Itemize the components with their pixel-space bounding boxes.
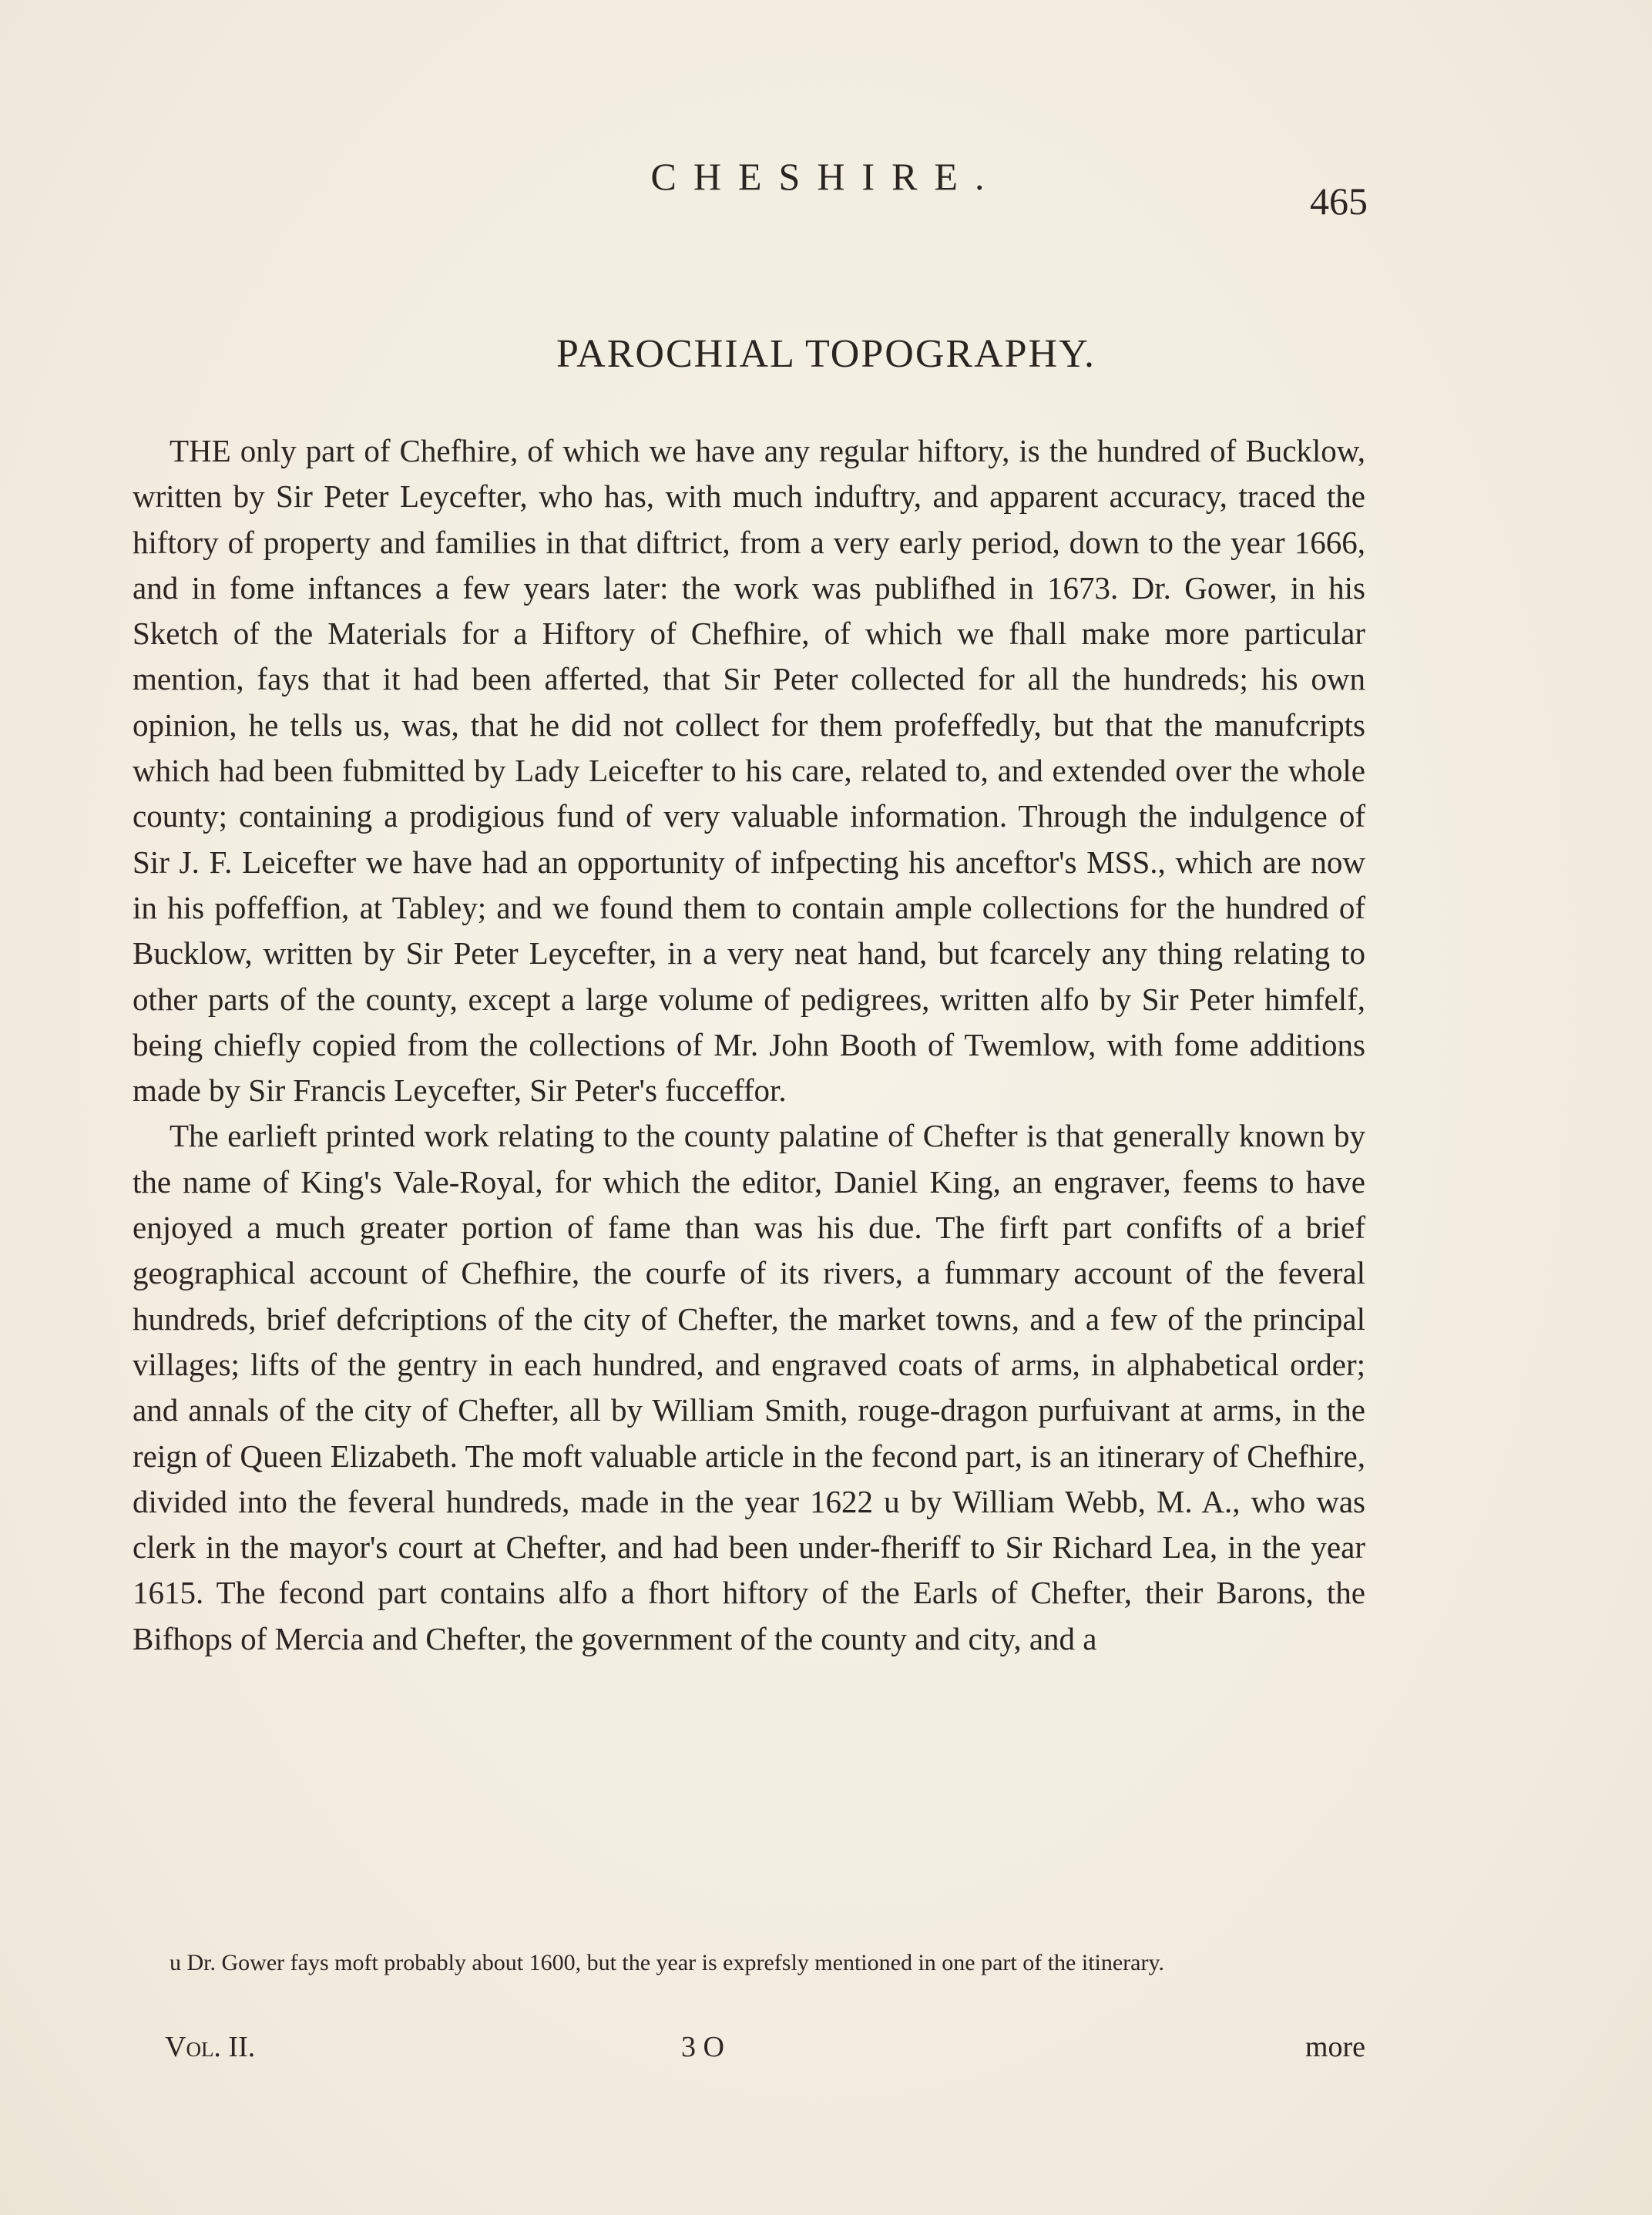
section-title: PAROCHIAL TOPOGRAPHY. [556, 332, 1096, 376]
footnote: u Dr. Gower fays moft probably about 1600, but the year is exprefsly mentioned in one part of the itinerary. [170, 1950, 1165, 1975]
page-number: 465 [1310, 180, 1368, 223]
paragraph-1: THE only part of Chefhire, of which we have any regular hiftory, is the hundred of Bucklow, written by Sir Peter Leycefter, who has, with much induftry, and apparent accuracy, traced the hiftory of property and families in that diftrict, from a very early period, down to the year 1666, and in fome inftances a few years later: the work was publifhed in 1673. Dr. Gower, in his Sketch of the Materials for a Hiftory of Chefhire, of which we fhall make more particular mention, fays that it had been afferted, that Sir Peter collected for all the hundreds; his own opinion, he tells us, was, that he did not collect for them profeffedly, but that the manufcripts which had been fubmitted by Lady Leicefter to his care, related to, and extended over the whole county; containing a prodigious fund of very valuable information. Through the indulgence of Sir J. F. Leicefter we have had an opportunity of infpecting his anceftor's MSS., which are now in his poffeffion, at Tabley; and we found them to contain ample collections for the hundred of Bucklow, written by Sir Peter Leycefter, in a very neat hand, but fcarcely any thing relating to other parts of the county, except a large volume of pedigrees, written alfo by Sir Peter himfelf, being chiefly copied from the collections of Mr. John Booth of Twemlow, with fome additions made by Sir Francis Leycefter, Sir Peter's fucceffor. [133, 433, 1365, 1109]
body-text [133, 428, 1365, 1662]
paragraph-2: The earlieft printed work relating to the county palatine of Chefter is that generally known by the name of King's Vale-Royal, for which the editor, Daniel King, an engraver, feems to have enjoyed a much greater portion of fame than was his due. The firft part confifts of a brief geographical account of Chefhire, the courfe of its rivers, a fummary account of the feveral hundreds, brief defcriptions of the city of Chefter, the market towns, and a few of the principal villages; lifts of the gentry in each hundred, and engraved coats of arms, in alphabetical order; and annals of the city of Chefter, all by William Smith, rouge-dragon purfuivant at arms, in the reign of Queen Elizabeth. The moft valuable article in the fecond part, is an itinerary of Chefhire, divided into the feveral hundreds, made in the year 1622 u by William Webb, M. A., who was clerk in the mayor's court at Chefter, and had been under-fheriff to Sir Richard Lea, in the year 1615. The fecond part contains alfo a fhort hiftory of the Earls of Chefter, their Barons, the Bifhops of Mercia and Chefter, the government of the county and city, and a [133, 1118, 1365, 1656]
running-title: CHESHIRE. [650, 155, 1002, 198]
volume-label: Vol. II. [165, 2031, 256, 2063]
catchword: more [1304, 2031, 1365, 2063]
signature-mark: 3 O [681, 2031, 724, 2063]
page-footer [133, 2030, 1365, 2076]
